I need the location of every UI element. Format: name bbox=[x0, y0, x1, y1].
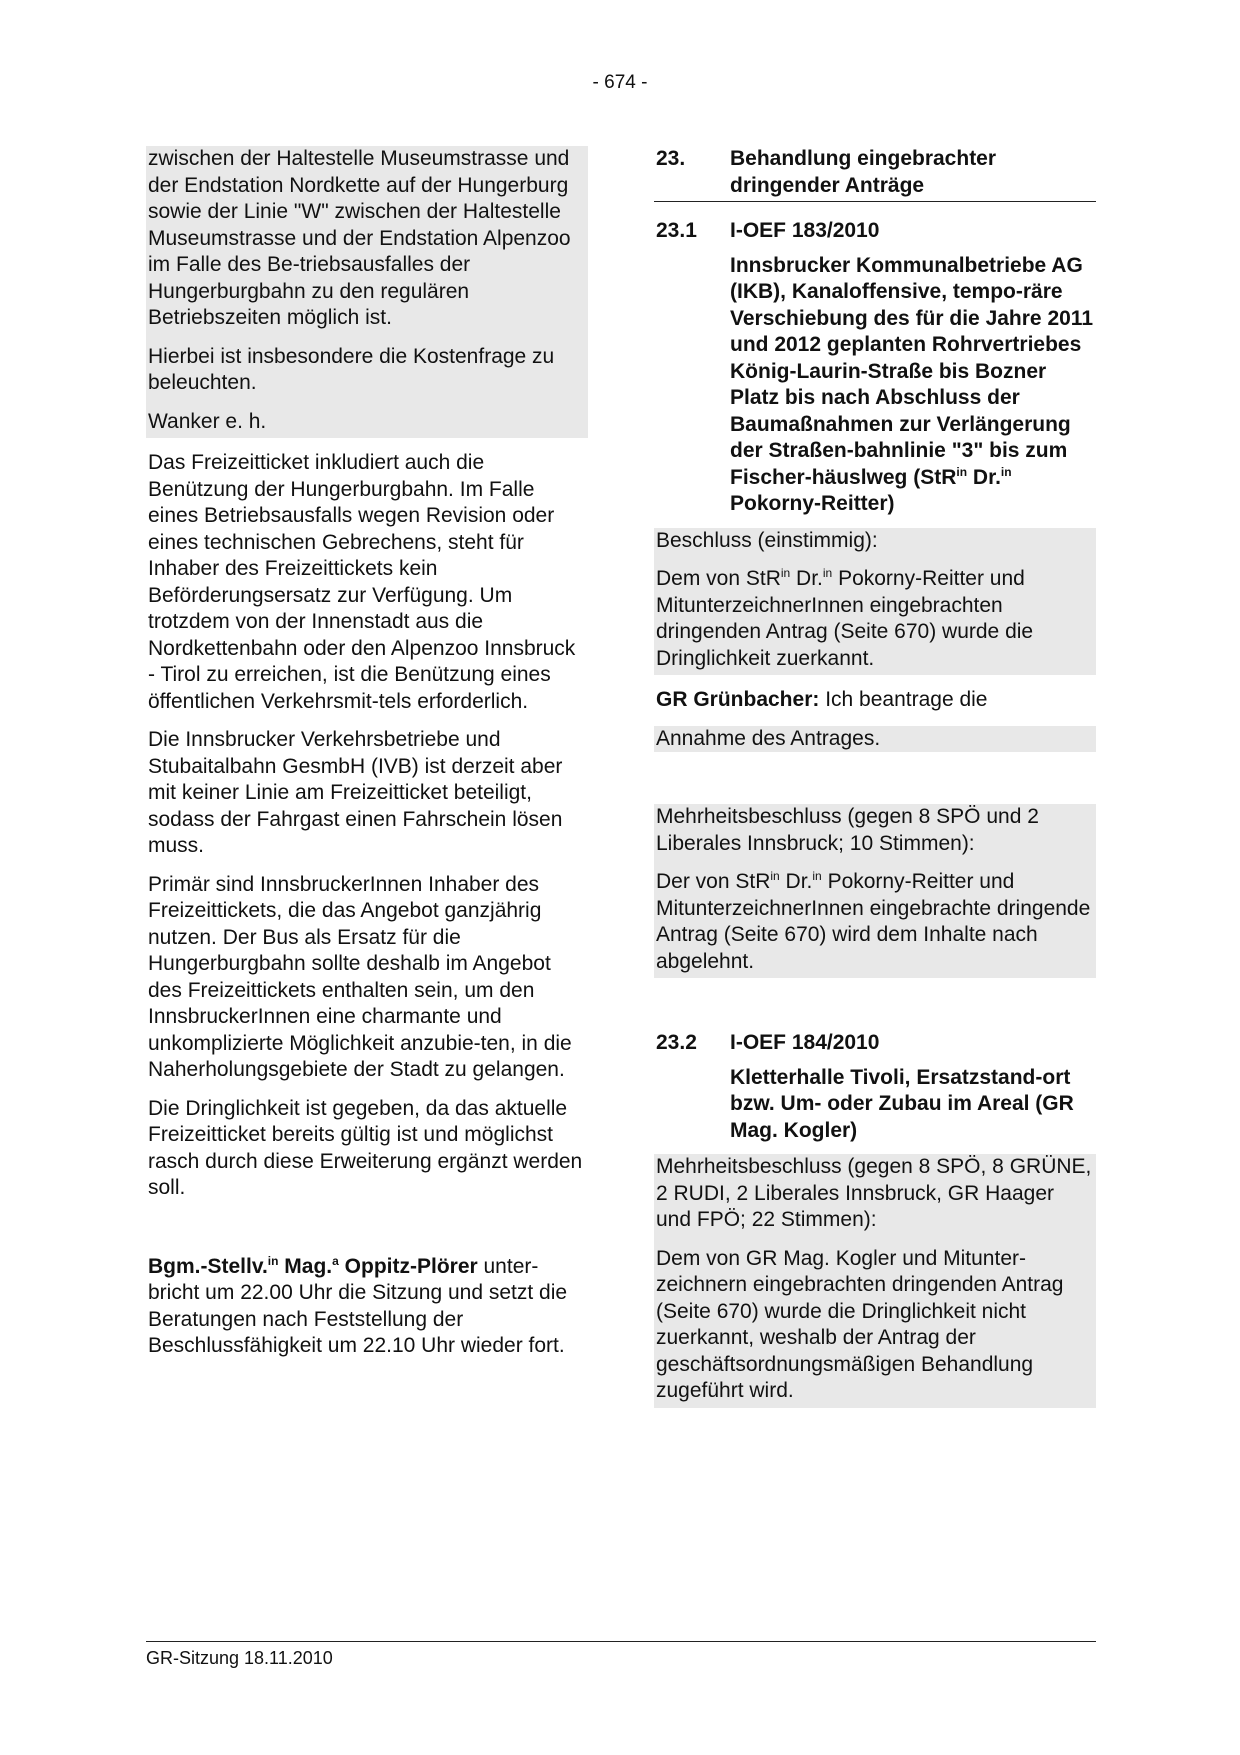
decision-label: Mehrheitsbeschluss (gegen 8 SPÖ, 8 GRÜNE, 2 RUDI, 2 Liberales Innsbruck, GR Haager und FPÖ; 22 Stimmen): bbox=[656, 1155, 1092, 1231]
decision-label: Beschluss (einstimmig): bbox=[656, 528, 878, 552]
decision-text: Dem von GR Mag. Kogler und Mitunter-zeichnern eingebrachten dringenden Antrag (Seite 670) wurde die Dringlichkeit nicht zuerkannt, weshalb der Antrag der geschäftsordnungsmäßigen Behandlung zugeführt wird. bbox=[656, 1246, 1064, 1402]
speaker-statement: GR Grünbacher: Ich beantrage die bbox=[656, 688, 988, 711]
item-heading bbox=[654, 218, 1096, 245]
decision-block bbox=[654, 1154, 1096, 1408]
section-title: Behandlung eingebrachter dringender Anträge bbox=[730, 147, 997, 197]
left-column bbox=[146, 146, 588, 1372]
decision-text: Dem von StR$^{in}$ Dr.$^{in}$ Pokorny-Reitter und MitunterzeichnerInnen eingebrachten dringenden Antrag (Seite 670) wurde die Dringlichkeit zuerkannt. bbox=[656, 566, 1034, 670]
body-paragraph: Die Innsbrucker Verkehrsbetriebe und Stubaitalbahn GesmbH (IVB) ist derzeit aber mit keiner Linie am Freizeitticket beteiligt, sodass der Fahrgast einen Fahrschein lösen muss. bbox=[148, 728, 563, 857]
motion-statement: Annahme des Antrages. bbox=[654, 726, 1096, 753]
body-paragraph: Das Freizeitticket inkludiert auch die Benützung der Hungerburgbahn. Im Falle eines Betriebsausfalls wegen Revision oder eines technischen Gebrechens, steht für Inhaber des Freizeittickets kein Beförderungsersatz zur Verfügung. Um trotzdem von der Innenstadt aus die Nordkettenbahn oder den Alpenzoo Innsbruck - Tirol zu erreichen, ist die Benützung eines öffentlichen Verkehrsmit-tels erforderlich. bbox=[148, 451, 576, 713]
motion-paragraph: zwischen der Haltestelle Museumstrasse und der Endstation Nordkette auf der Hungerburg sowie der Linie "W" zwischen der Haltestelle Museumstrasse und der Endstation Alpenzoo im Falle des Be-triebsausfalles der Hungerburgbahn zu den regulären Betriebszeiten möglich ist. bbox=[148, 147, 571, 329]
item-title: Innsbrucker Kommunalbetriebe AG (IKB), Kanaloffensive, tempo-räre Verschiebung des für die Jahre 2011 und 2012 geplanten Rohrvertriebes König-Laurin-Straße bis Bozner Platz bis nach Abschluss der Baumaßnahmen zur Verlängerung der Straßen-bahnlinie "3" bis zum Fischer-häuslweg (StR$^{in}$ Dr.$^{in}$ Pokorny-Reitter) bbox=[730, 253, 1093, 515]
body-paragraph: Die Dringlichkeit ist gegeben, da das aktuelle Freizeitticket bereits gültig ist und möglichst rasch durch diese Erweiterung ergänzt werden soll. bbox=[148, 1096, 583, 1199]
decision-block bbox=[654, 528, 1096, 676]
item-id: I-OEF 184/2010 bbox=[730, 1031, 880, 1054]
item-number: 23.2 bbox=[656, 1031, 697, 1054]
decision-text: Der von StR$^{in}$ Dr.$^{in}$ Pokorny-Reitter und MitunterzeichnerInnen eingebrachte dringende Antrag (Seite 670) wird dem Inhalte nach abgelehnt. bbox=[656, 869, 1091, 973]
decision-block bbox=[654, 804, 1096, 978]
right-column bbox=[654, 146, 1096, 1420]
quoted-motion-text bbox=[146, 146, 588, 438]
section-heading bbox=[654, 146, 1096, 202]
page-number: - 674 - bbox=[592, 72, 648, 93]
item-number: 23.1 bbox=[656, 219, 697, 242]
item-title: Kletterhalle Tivoli, Ersatzstand-ort bzw. Um- oder Zubau im Areal (GR Mag. Kogler) bbox=[730, 1065, 1074, 1142]
speaker-name: Bgm.-Stellv.$^{in}$ Mag.$^a$ Oppitz-Plörer bbox=[148, 1253, 478, 1278]
body-paragraph: Primär sind InnsbruckerInnen Inhaber des Freizeittickets, die das Angebot ganzjährig nutzen. Der Bus als Ersatz für die Hungerburgbahn sollte deshalb im Angebot des Freizeittickets enthalten sein, um den InnsbruckerInnen eine charmante und unkomplizierte Möglichkeit anzubie-ten, in die Naherholungsgebiete der Stadt zu gelangen. bbox=[148, 872, 572, 1081]
motion-paragraph: Hierbei ist insbesondere die Kostenfrage zu beleuchten. bbox=[148, 344, 555, 394]
motion-signature: Wanker e. h. bbox=[148, 409, 267, 433]
decision-label: Mehrheitsbeschluss (gegen 8 SPÖ und 2 Liberales Innsbruck; 10 Stimmen): bbox=[656, 805, 1039, 855]
section-number: 23. bbox=[656, 147, 686, 170]
item-id: I-OEF 183/2010 bbox=[730, 219, 880, 242]
page-footer: GR-Sitzung 18.11.2010 bbox=[146, 1641, 1096, 1669]
item-heading bbox=[654, 1030, 1096, 1057]
session-break-note: Bgm.-Stellv.$^{in}$ Mag.$^a$ Oppitz-Plörer unter-bricht um 22.00 Uhr die Sitzung und setzt die Beratungen nach Feststellung der Beschlussfähigkeit um 22.10 Uhr wieder fort. bbox=[148, 1253, 568, 1357]
